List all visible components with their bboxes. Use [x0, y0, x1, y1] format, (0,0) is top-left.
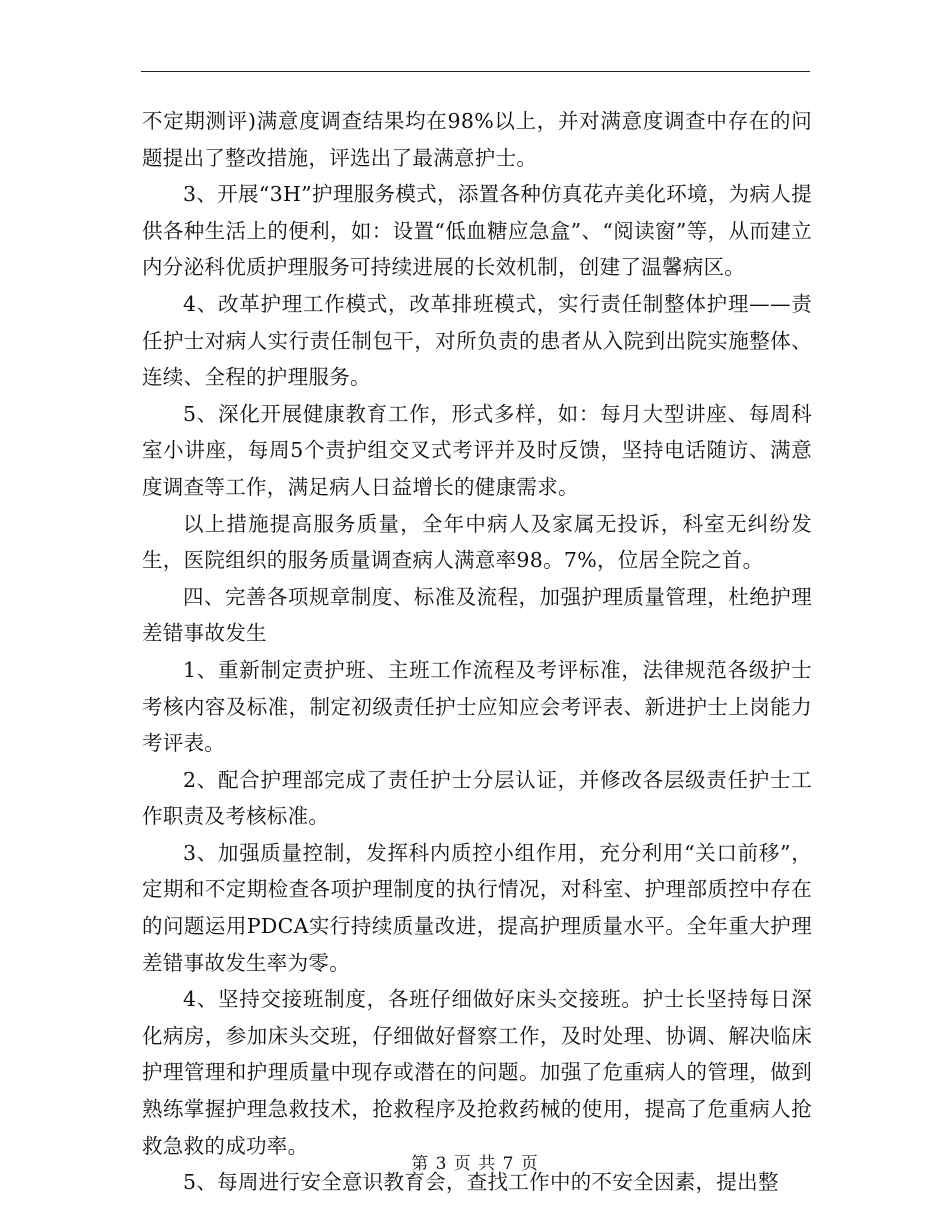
document-body — [142, 103, 812, 1201]
paragraph: 5、深化开展健康教育工作，形式多样，如：每月大型讲座、每周科室小讲座，每周5个责护组交叉式考评并及时反馈，坚持电话随访、满意度调查等工作，满足病人日益增长的健康需求。 — [142, 401, 812, 499]
paragraph: 2、配合护理部完成了责任护士分层认证，并修改各层级责任护士工作职责及考核标准。 — [142, 767, 812, 829]
paragraph: 3、加强质量控制，发挥科内质控小组作用，充分利用“关口前移”，定期和不定期检查各项护理制度的执行情况，对科室、护理部质控中存在的问题运用PDCA实行持续质量改进，提高护理质量水平。全年重大护理差错事故发生率为零。 — [142, 840, 812, 975]
paragraph: 5、每周进行安全意识教育会，查找工作中的不安全因素，提出整 — [183, 1170, 779, 1195]
section-heading: 四、完善各项规章制度、标准及流程，加强护理质量管理，杜绝护理差错事故发生 — [142, 584, 812, 646]
paragraph: 以上措施提高服务质量，全年中病人及家属无投诉，科室无纠纷发生，医院组织的服务质量调查病人满意率98。7%，位居全院之首。 — [142, 511, 812, 573]
paragraph: 4、坚持交接班制度，各班仔细做好床头交接班。护士长坚持每日深化病房，参加床头交班，仔细做好督察工作，及时处理、协调、解决临床护理管理和护理质量中现存或潜在的问题。加强了危重病人的管理，做到熟练掌握护理急救技术，抢救程序及抢救药械的使用，提高了危重病人抢救急救的成功率。 — [142, 987, 812, 1158]
paragraph: 3、开展“3H”护理服务模式，添置各种仿真花卉美化环境，为病人提供各种生活上的便利，如：设置“低血糖应急盒”、“阅读窗”等，从而建立内分泌科优质护理服务可持续进展的长效机制，创建了温馨病区。 — [142, 182, 812, 280]
paragraph: 1、重新制定责护班、主班工作流程及考评标准，法律规范各级护士考核内容及标准，制定初级责任护士应知应会考评表、新进护士上岗能力考评表。 — [142, 657, 812, 756]
paragraph: 不定期测评)满意度调查结果均在98%以上，并对满意度调查中存在的问题提出了整改措施，评选出了最满意护士。 — [142, 109, 812, 170]
paragraph: 4、改革护理工作模式，改革排班模式，实行责任制整体护理——责任护士对病人实行责任制包干，对所负责的患者从入院到出院实施整体、连续、全程的护理服务。 — [142, 291, 812, 390]
header-rule — [141, 71, 810, 72]
page-number: 第 3 页 共 7 页 — [411, 1154, 539, 1174]
